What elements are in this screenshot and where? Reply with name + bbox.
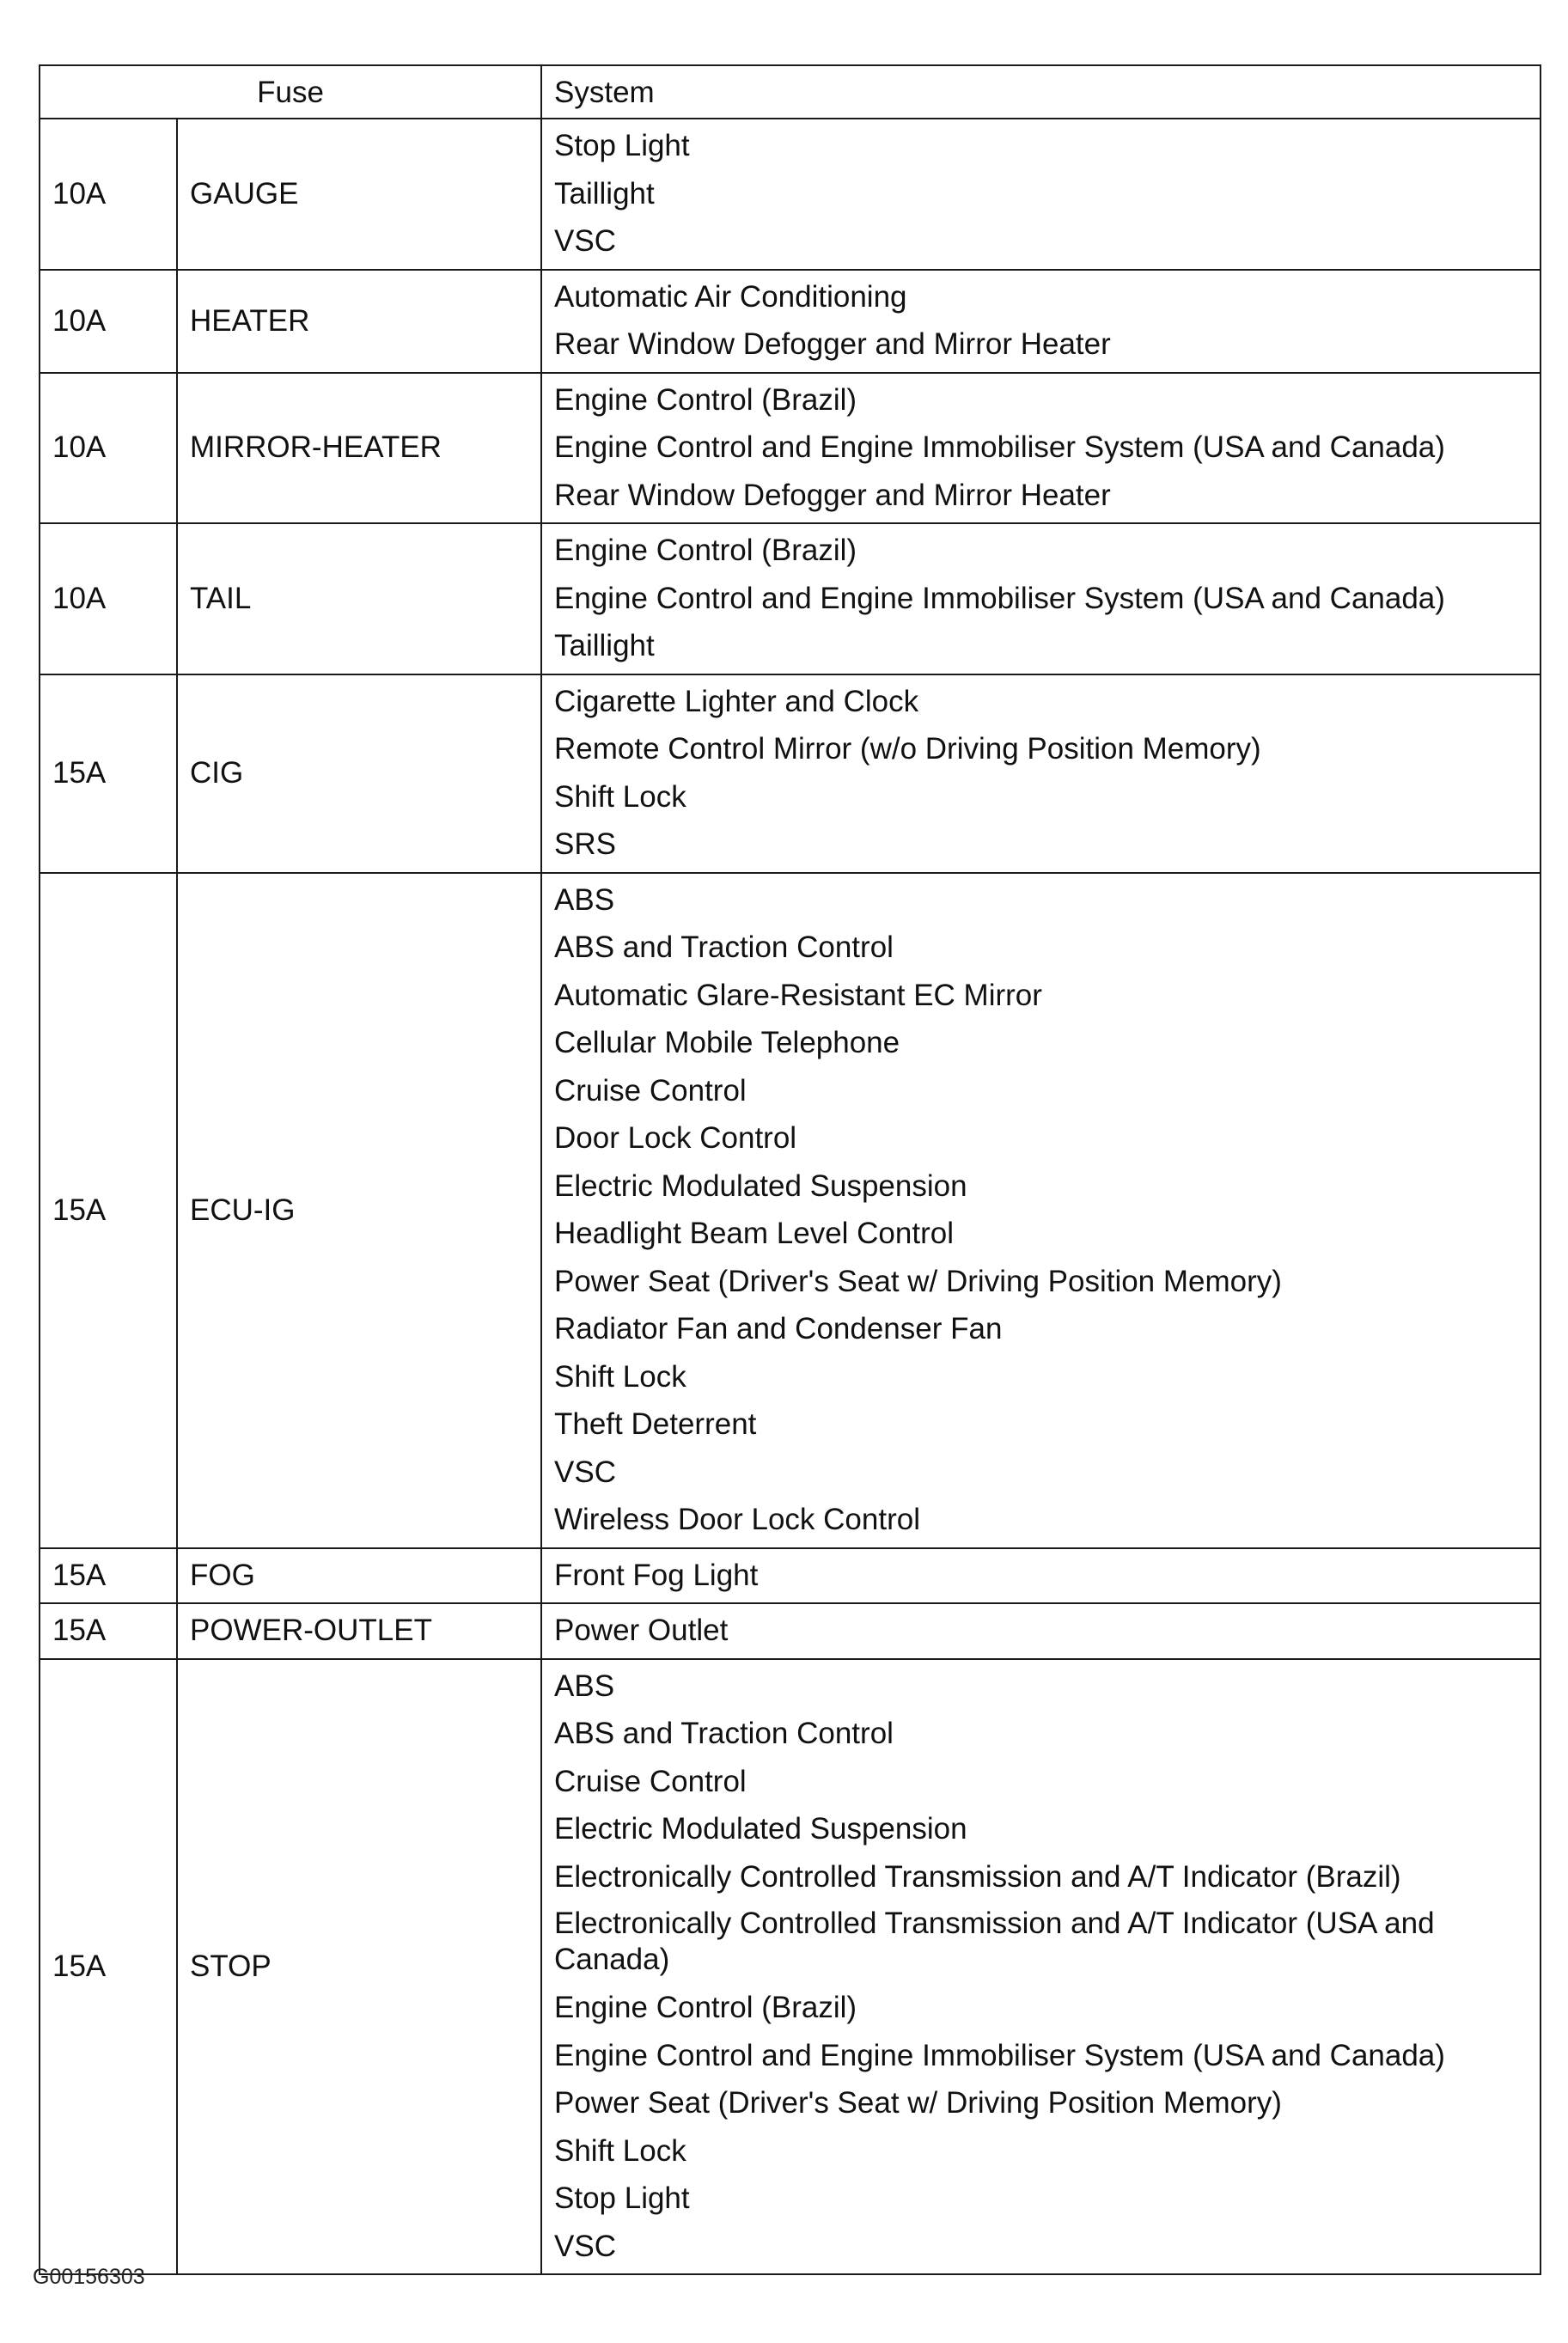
system-item: Engine Control (Brazil) [554,534,857,567]
system-column-header: System [541,65,1541,119]
fuse-amperage: 10A [40,373,177,524]
fuse-amperage: 10A [40,523,177,674]
table-row [40,1548,1541,1604]
system-item: Engine Control (Brazil) [554,1991,857,2024]
system-item: Shift Lock [554,779,686,814]
system-item: Engine Control (Brazil) [554,382,857,417]
fuse-amperage: 15A [40,1603,177,1659]
system-list [541,674,1541,873]
system-list [541,873,1541,1548]
system-item: Engine Control and Engine Immobiliser System (USA and Canada) [554,430,1445,464]
fuse-name: CIG [177,674,541,873]
system-item: Rear Window Defogger and Mirror Heater [554,478,1111,512]
system-item: ABS [554,882,615,917]
system-item: Engine Control and Engine Immobiliser System (USA and Canada) [554,581,1445,615]
system-list [541,270,1541,373]
system-item: Electronically Controlled Transmission and A/T Indicator (USA and Canada) [554,1907,1435,1976]
system-item: Stop Light [554,129,690,162]
system-item: ABS and Traction Control [554,1717,894,1750]
system-item: Taillight [554,176,655,211]
fuse-name: ECU-IG [177,873,541,1548]
system-item: Power Seat (Driver's Seat w/ Driving Position Memory) [554,1264,1282,1298]
table-header-row [40,65,1541,119]
system-item: Headlight Beam Level Control [554,1217,954,1250]
system-item: Engine Control and Engine Immobiliser System (USA and Canada) [554,2038,1445,2072]
table-row [40,1603,1541,1659]
fuse-amperage: 15A [40,873,177,1548]
table-row [40,1659,1541,2275]
system-item: ABS [554,1669,615,1703]
table-row [40,674,1541,873]
system-item: Cruise Control [554,1073,747,1107]
system-item: Theft Deterrent [554,1407,757,1441]
system-item: Shift Lock [554,2133,686,2168]
system-item: VSC [554,224,616,258]
system-item: Power Outlet [554,1614,729,1647]
system-item: ABS and Traction Control [554,930,894,964]
system-item: Remote Control Mirror (w/o Driving Position Memory) [554,732,1261,766]
system-list [541,1603,1541,1659]
fuse-name: STOP [177,1659,541,2275]
system-item: SRS [554,827,616,861]
system-list [541,119,1541,270]
table-row [40,270,1541,373]
fuse-name: MIRROR-HEATER [177,373,541,524]
system-item: Cigarette Lighter and Clock [554,684,919,718]
system-item: VSC [554,1455,616,1489]
fuse-amperage: 15A [40,1548,177,1604]
fuse-column-header: Fuse [40,65,541,119]
fuse-amperage: 15A [40,1659,177,2275]
system-item: Radiator Fan and Condenser Fan [554,1312,1003,1345]
figure-id: G00156303 [33,2265,145,2289]
system-item: Cruise Control [554,1764,747,1798]
system-item: Electric Modulated Suspension [554,1812,967,1846]
fuse-name: TAIL [177,523,541,674]
system-item: VSC [554,2229,616,2263]
system-item: Cellular Mobile Telephone [554,1026,900,1059]
table-row [40,523,1541,674]
system-item: Power Seat (Driver's Seat w/ Driving Position Memory) [554,2086,1282,2120]
system-item: Electric Modulated Suspension [554,1168,967,1203]
fuse-name: HEATER [177,270,541,373]
fuse-name: FOG [177,1548,541,1604]
system-item: Taillight [554,629,655,662]
fuse-name: POWER-OUTLET [177,1603,541,1659]
system-list [541,373,1541,524]
system-item: Shift Lock [554,1359,686,1394]
fuse-table-body [40,119,1541,2274]
system-list [541,1548,1541,1604]
system-item: Automatic Air Conditioning [554,279,907,314]
fuse-amperage: 15A [40,674,177,873]
system-item: Door Lock Control [554,1121,797,1155]
table-row [40,873,1541,1548]
system-item: Stop Light [554,2181,690,2215]
fuse-amperage: 10A [40,119,177,270]
system-item: Rear Window Defogger and Mirror Heater [554,327,1111,361]
table-row [40,119,1541,270]
system-item: Electronically Controlled Transmission and A/T Indicator (Brazil) [554,1859,1401,1894]
system-list [541,1659,1541,2275]
table-row [40,373,1541,524]
system-item: Automatic Glare-Resistant EC Mirror [554,978,1042,1012]
system-item: Wireless Door Lock Control [554,1503,920,1536]
fuse-amperage: 10A [40,270,177,373]
system-item: Front Fog Light [554,1558,759,1592]
fuse-name: GAUGE [177,119,541,270]
fuse-table [39,64,1541,2275]
system-list [541,523,1541,674]
